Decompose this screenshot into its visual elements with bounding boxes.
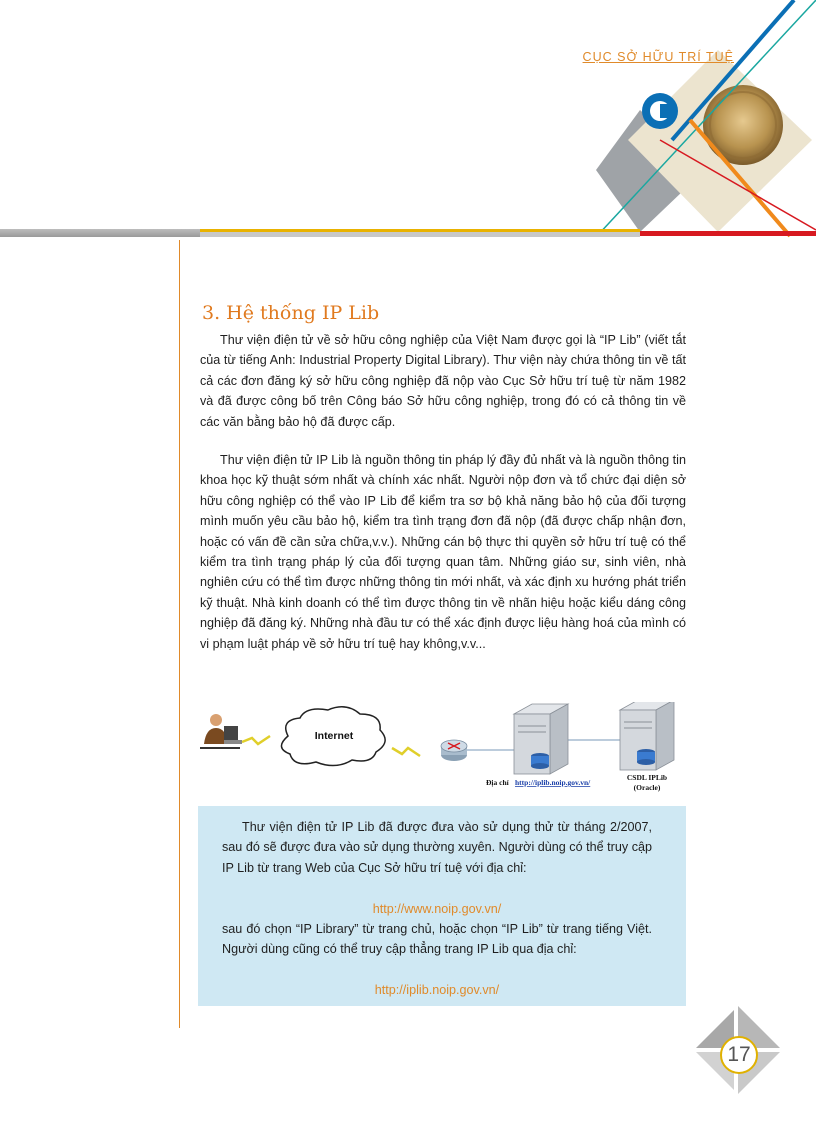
page-number: 17 [720,1036,758,1074]
user-icon [200,714,242,748]
noip-url-link[interactable]: http://www.noip.gov.vn/ [372,902,502,916]
server1-label: Địa chỉ [486,778,509,787]
router-icon [441,740,467,761]
network-diagram [196,702,690,802]
paragraph-intro: Thư viện điện tử về sở hữu công nghiệp của Việt Nam được gọi là “IP Lib” (viết tắt của từ tiếng Anh: Industrial Property Digital Library). Thư viện này chứa thông tin về tất cả các đơn đăng ký sở hữu công nghiệp đã nộp vào Cục Sở hữu trí tuệ từ năm 1982 và đã được công bố trên Công báo Sở hữu công nghiệp, trong đó có cả thông tin về các văn bằng bảo hộ đã được cấp. [200,333,686,429]
info-box-paragraph-2: sau đó chọn “IP Library” từ trang chủ, hoặc chọn “IP Lib” từ trang tiếng Việt. Người dùng cũng có thể truy cập thẳng trang IP Lib qua địa chỉ: [222,922,652,957]
server2-label: CSDL IPLib [626,773,668,782]
server1-url: http://iplib.noip.gov.vn/ [515,778,591,787]
cloud-label: Internet [314,730,354,742]
header-graphic [0,0,816,240]
section-title: 3. Hệ thống IP Lib [202,302,380,324]
coin-emblem [703,85,783,165]
agency-name: CỤC SỞ HỮU TRÍ TUỆ [582,50,734,64]
header-rule [0,229,640,237]
iplib-url-link[interactable]: http://iplib.noip.gov.vn/ [374,983,500,997]
internet-cloud-icon [281,707,385,766]
web-server-icon [514,704,568,774]
database-server-icon [620,702,674,770]
user-link [242,736,270,744]
server2-sublabel: (Oracle) [633,783,661,792]
paragraph-usage: Thư viện điện tử IP Lib là nguồn thông tin pháp lý đầy đủ nhất và là nguồn thông tin khoa học kỹ thuật sớm nhất và chính xác nhất. Người nộp đơn và tổ chức đại diện sở hữu công nghiệp có thể vào IP Lib để kiểm tra sơ bộ khả năng bảo hộ của đối tượng mình muốn yêu cầu bảo hộ, kiểm tra tình trạng đơn đã nộp (đã được chấp nhận đơn, hoặc có vấn đề cần sửa chữa,v.v.). Những cán bộ thực thi quyền sở hữu trí tuệ có thể kiểm tra tình trạng pháp lý của đối tượng quan tâm. Những giáo sư, sinh viên, nhà nghiên cứu có thể tìm được những thông tin mới nhất, và xác định xu hướng phát triển kỹ thuật. Nhà kinh doanh có thể tìm được thông tin về nhãn hiệu hoặc kiểu dáng công nghiệp đã đăng ký. Những nhà đầu tư có thể xác định được liệu hàng hoá của mình có vi phạm luật pháp về sở hữu trí tuệ hay không,v.v... [200,453,686,651]
margin-line [179,240,180,1028]
info-box [198,806,686,1006]
router-link [392,748,420,756]
info-box-paragraph-1: Thư viện điện tử IP Lib đã được đưa vào sử dụng thử từ tháng 2/2007, sau đó sẽ được đưa vào sử dụng thường xuyên. Người dùng có thể truy cập IP Lib từ trang Web của Cục Sở hữu trí tuệ với địa chỉ: [222,820,652,875]
